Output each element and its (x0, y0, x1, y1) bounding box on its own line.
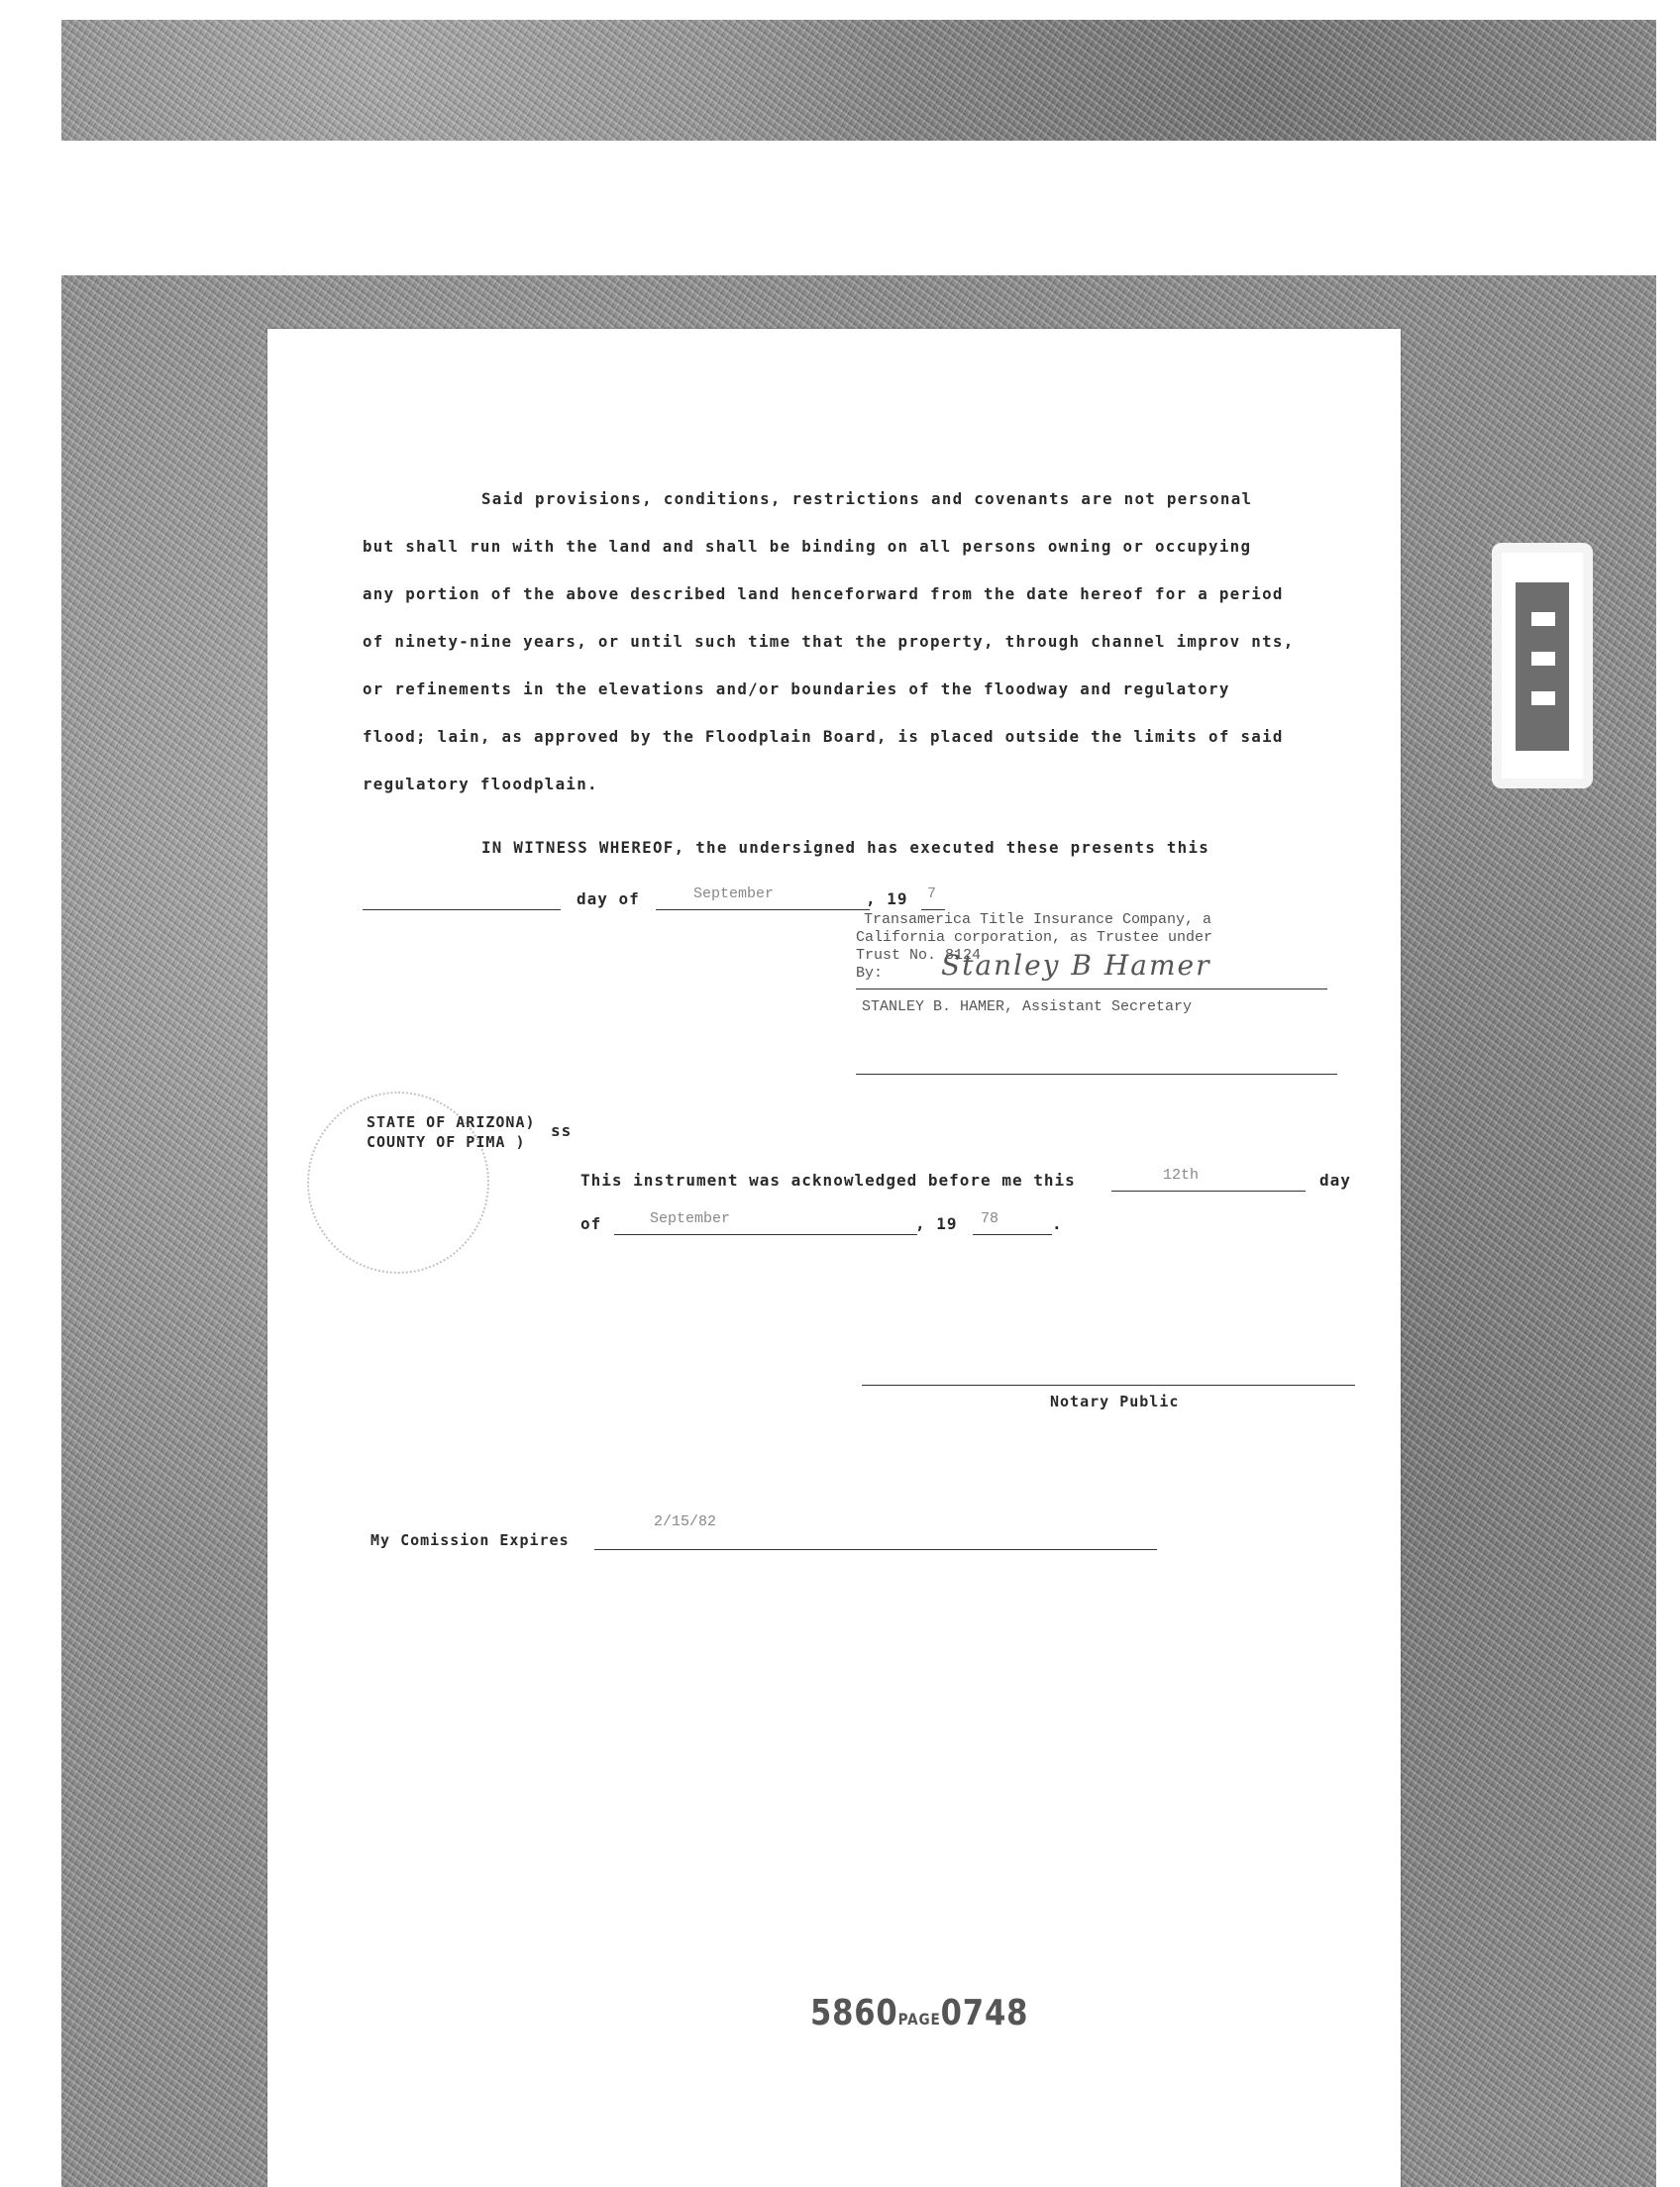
commission-label: My Comission Expires (370, 1531, 570, 1549)
blank-day-line (363, 909, 561, 910)
year-prefix: , 19 (866, 889, 908, 908)
second-signature-line (856, 1074, 1337, 1075)
clip-slot (1531, 691, 1555, 705)
paragraph-line: of ninety-nine years, or until such time that the property, through channel improv nts, (363, 632, 1295, 651)
paragraph-line: Said provisions, conditions, restrictions and covenants are not personal (481, 489, 1253, 508)
binder-clip (1492, 543, 1593, 788)
paragraph-line: or refinements in the elevations and/or boundaries of the floodway and regulatory (363, 679, 1230, 698)
paragraph-line: but shall run with the land and shall be binding on all persons owning or occupying (363, 537, 1252, 556)
paragraph-line: regulatory floodplain. (363, 775, 598, 793)
ack-year-line (973, 1234, 1052, 1235)
acknowledgment-text: This instrument was acknowledged before me this (580, 1171, 1076, 1190)
ack-year: 78 (981, 1210, 999, 1227)
ack-year-prefix: , 19 (915, 1214, 958, 1233)
year-line (921, 909, 945, 910)
page-number: 0748 (940, 1993, 1029, 2033)
ack-month-line (614, 1234, 917, 1235)
by-label: By: (856, 965, 884, 982)
notary-label: Notary Public (1050, 1393, 1180, 1410)
commission-line-rule (594, 1549, 1157, 1550)
book-page-stamp (810, 1993, 1028, 2033)
ack-period: . (1052, 1214, 1063, 1233)
day-of-label: day of (577, 889, 640, 908)
notary-signature-line (862, 1385, 1355, 1386)
document-page (267, 329, 1401, 2187)
signatory-name-title: STANLEY B. HAMER, Assistant Secretary (862, 998, 1193, 1015)
month-line (656, 909, 870, 910)
signatory-company: Transamerica Title Insurance Company, a (864, 911, 1212, 928)
ack-month: September (650, 1210, 731, 1227)
signature: Stanley B Hamer (941, 949, 1211, 982)
witness-month: September (693, 885, 775, 902)
ack-of-label: of (580, 1214, 602, 1233)
witness-year: 7 (927, 885, 937, 902)
ack-day-value: 12th (1163, 1167, 1200, 1184)
commission-value: 2/15/82 (654, 1513, 717, 1530)
signatory-corporation: California corporation, as Trustee under (856, 929, 1213, 946)
paragraph-line: flood; lain, as approved by the Floodplain Board, is placed outside the limits of said (363, 727, 1284, 746)
binder-clip-body (1516, 582, 1569, 751)
scan-top-band (61, 20, 1656, 141)
book-number: 5860 (810, 1993, 898, 2033)
witness-clause: IN WITNESS WHEREOF, the undersigned has executed these presents this (481, 838, 1210, 857)
venue-state: STATE OF ARIZONA) (367, 1113, 536, 1131)
clip-slot (1531, 652, 1555, 666)
paragraph-line: any portion of the above described land henceforward from the date hereof for a period (363, 584, 1284, 603)
clip-slot (1531, 612, 1555, 626)
signatory-trust: Trust No. 8124 (856, 947, 982, 964)
page-label: PAGE (897, 2010, 941, 2029)
venue-ss: ss (551, 1121, 573, 1140)
venue-county: COUNTY OF PIMA ) (367, 1133, 526, 1151)
ack-day-label: day (1319, 1171, 1351, 1190)
ack-day-line (1111, 1191, 1306, 1192)
